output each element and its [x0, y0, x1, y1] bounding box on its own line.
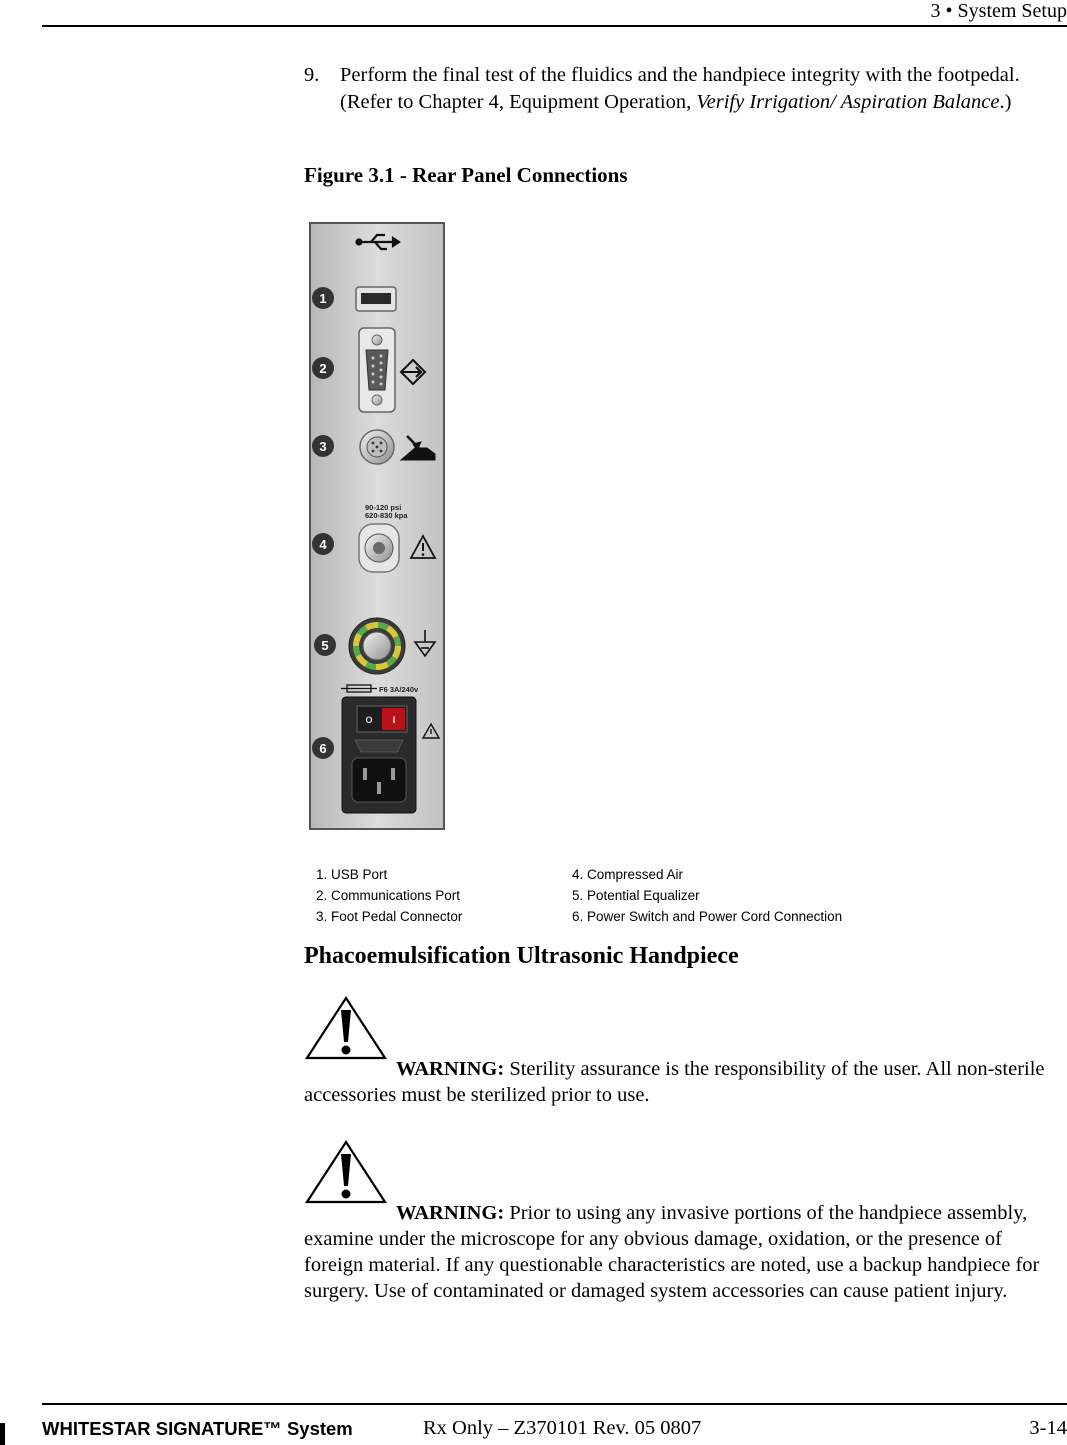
power-switch-on-label: I — [392, 715, 396, 725]
step-text: Perform the final test of the fluidics and the handpiece integrity with the footpedal. (Refer to Chapter 4, Equipment Operation, Verify Irrigation/ Aspiration Balance.) — [340, 64, 1020, 113]
figure-caption: Figure 3.1 - Rear Panel Connections — [304, 163, 628, 187]
running-header: 3 • System Setup — [930, 0, 1067, 22]
section-title: Phacoemulsification Ultrasonic Handpiece — [304, 943, 739, 969]
fuse-rating: F6 3A/240v — [379, 685, 419, 694]
legend-item: 6. Power Switch and Power Cord Connection — [572, 909, 843, 924]
pressure-rating-psi: 90-120 psi — [365, 503, 402, 512]
footer-rule — [42, 1403, 1067, 1405]
footer-document-reference: Rx Only – Z370101 Rev. 05 0807 — [423, 1417, 702, 1439]
step-number: 9. — [304, 64, 320, 86]
pressure-rating-kpa: 620-830 kpa — [365, 511, 408, 520]
footer-product-name: WHITESTAR SIGNATURE™ System — [42, 1418, 353, 1439]
legend-item: 1. USB Port — [316, 867, 388, 882]
power-cord-inlet — [352, 758, 406, 802]
warning-icon — [305, 1140, 387, 1204]
legend-item: 2. Communications Port — [316, 888, 461, 903]
warning-sterility: WARNING: Sterility assurance is the responsibility of the user. All non-sterile accessories must be sterilized prior to use. — [304, 1058, 1045, 1106]
procedure-step-9 — [304, 62, 1024, 116]
legend-item: 3. Foot Pedal Connector — [316, 909, 463, 924]
warning-icon — [305, 996, 387, 1060]
warning-label: WARNING: — [396, 1202, 505, 1224]
callout-2-label: 2 — [319, 361, 327, 376]
callout-3-label: 3 — [319, 439, 327, 454]
legend-item: 4. Compressed Air — [572, 867, 684, 882]
step-reference-italic: Verify Irrigation/ Aspiration Balance — [696, 91, 1000, 113]
callout-6-label: 6 — [319, 741, 327, 756]
warning-label: WARNING: — [396, 1058, 505, 1080]
callout-1-label: 1 — [319, 291, 327, 306]
figure-legend-right — [572, 867, 842, 925]
page-number: 3-14 — [1029, 1417, 1067, 1439]
legend-item: 5. Potential Equalizer — [572, 888, 700, 903]
change-bar-mark — [0, 1423, 5, 1445]
figure-legend-left — [316, 867, 462, 925]
power-switch-off-label: O — [365, 715, 373, 725]
callout-4-label: 4 — [319, 537, 327, 552]
rear-panel-illustration — [309, 222, 445, 830]
warning-handpiece-inspection: WARNING: Prior to using any invasive portions of the handpiece assembly, examine under the microscope for any obvious damage, oxidation, or the presence of foreign material. If any questionable characteristics are noted, use a backup handpiece for surgery. Use of contaminated or damaged system accessories can cause patient injury. — [304, 1202, 1040, 1302]
callout-5-label: 5 — [321, 638, 329, 653]
header-rule — [42, 25, 1067, 27]
